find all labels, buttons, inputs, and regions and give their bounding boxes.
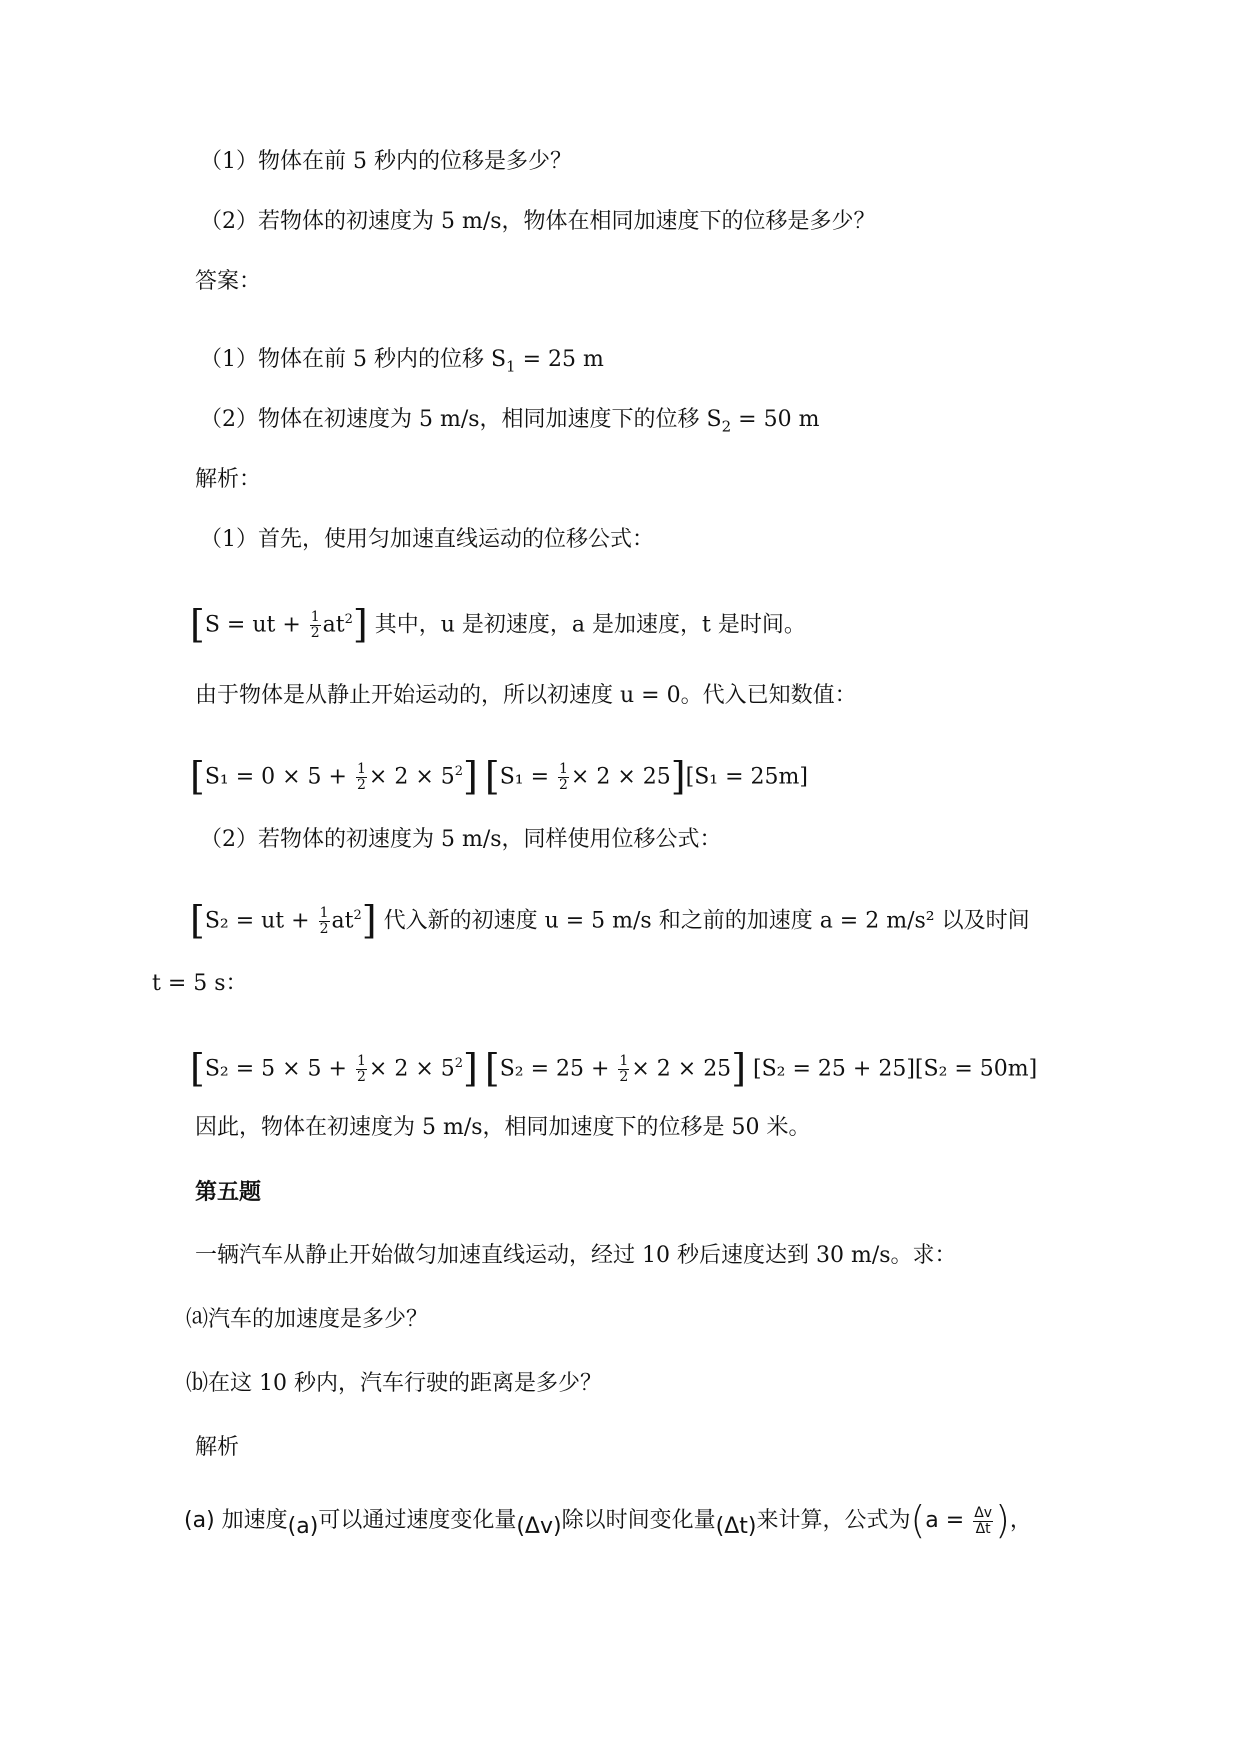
- formula-2: [S₂ = ut + $\frac{1}{2}$ $at^2$] 代入新的初速度 u = 5 m/s 和之前的加速度 a = 2 m/s² 以及时间: [190, 898, 1030, 943]
- analysis-heading: 解析：: [195, 467, 262, 492]
- calc-1: [S₁ = 0 × 5 + $\frac{1}{2}$ × $2 \times 5^2$] [S₁ = $\frac{1}{2}$ × 2 × 25][S₁ = 25m]: [190, 754, 808, 799]
- question-2: （2）若物体的初速度为 5 m/s，物体在相同加速度下的位移是多少？: [200, 209, 876, 234]
- analysis-heading-2: 解析: [195, 1435, 240, 1460]
- answer-heading: 答案：: [195, 269, 262, 294]
- acceleration-explanation: (a) 加速度(a)可以通过速度变化量(Δv)除以时间变化量(Δt)来计算，公式为(a = $\frac{\Delta v}{\Delta t}$ )，: [184, 1498, 1032, 1542]
- step-2-intro: （2）若物体的初速度为 5 m/s，同样使用位移公式：: [200, 827, 722, 852]
- question-1: （1）物体在前 5 秒内的位移是多少？: [200, 149, 572, 174]
- calc-2: [S₂ = 5 × 5 + $\frac{1}{2}$ × $2 \times 5^2$] [S₂ = 25 + $\frac{1}{2}$ × 2 × 25] [S₂ = 25 + 25][S₂ = 50m]: [190, 1046, 1038, 1091]
- step-1-intro: （1）首先，使用匀加速直线运动的位移公式：: [200, 527, 654, 552]
- problem-5: 一辆汽车从静止开始做匀加速直线运动，经过 10 秒后速度达到 30 m/s。求：: [195, 1243, 957, 1268]
- formula-1: [S = ut + $\frac{1}{2}$ $at^2$] 其中，u 是初速度，a 是加速度，t 是时间。: [190, 602, 806, 647]
- problem-5b: ⒝在这 10 秒内，汽车行驶的距离是多少？: [186, 1371, 602, 1396]
- section-title: 第五题: [195, 1179, 262, 1205]
- formula-2-continuation: t = 5 s：: [152, 971, 248, 996]
- problem-5a: ⒜汽车的加速度是多少？: [186, 1307, 429, 1332]
- static-start-text: 由于物体是从静止开始运动的，所以初速度 u = 0。代入已知数值：: [195, 683, 857, 708]
- conclusion: 因此，物体在初速度为 5 m/s，相同加速度下的位移是 50 米。: [195, 1115, 811, 1140]
- answer-1: （1）物体在前 5 秒内的位移 $S_1 = 25$ m: [200, 347, 604, 376]
- answer-2: （2）物体在初速度为 5 m/s，相同加速度下的位移 $S_2 = 50$ m: [200, 407, 820, 436]
